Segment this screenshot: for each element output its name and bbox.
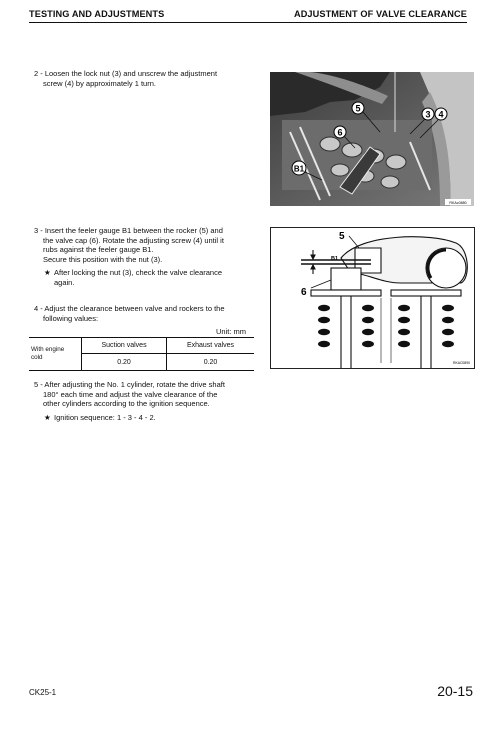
- footer-page-number: 20-15: [437, 683, 473, 699]
- valve-clearance-diagram-image: [271, 228, 474, 368]
- step-5-line-3: other cylinders according to the ignition sequence.: [43, 399, 210, 409]
- step-3-line-2: the valve cap (6). Rotate the adjusting screw (4) until it: [43, 235, 224, 245]
- step-4: [34, 304, 256, 323]
- step-4-line-1: 4 - Adjust the clearance between valve and rockers to the: [34, 304, 225, 313]
- header-rule: [29, 22, 467, 23]
- step-2-line-1: 2 - Loosen the lock nut (3) and unscrew the adjustment: [34, 69, 218, 78]
- footer-model: CK25-1: [29, 688, 57, 697]
- step-3-line-3: rubs against the feeler gauge B1.: [43, 245, 154, 255]
- step-3-line-1: 3 - Insert the feeler gauge B1 between the rocker (5) and: [34, 226, 223, 235]
- step-3-note-line-1: After locking the nut (3), check the valve clearance: [54, 268, 223, 278]
- photo-callout-3: 3: [425, 109, 431, 120]
- step-4-line-2: following values:: [43, 313, 99, 323]
- diagram-figure-code: RKAC0890: [453, 361, 470, 365]
- table-unit: Unit: mm: [216, 327, 246, 336]
- table-condition-line-1: With engine: [31, 345, 65, 353]
- step-3: [34, 226, 256, 288]
- star-note-icon: ★: [44, 412, 51, 422]
- photo-callout-5: 5: [355, 103, 361, 114]
- header-page-topic: ADJUSTMENT OF VALVE CLEARANCE: [293, 9, 467, 19]
- step-5: [34, 380, 256, 422]
- step-5-note: [34, 413, 256, 423]
- table-val-exhaust: 0.20: [167, 354, 254, 371]
- diagram-label-6: 6: [301, 287, 307, 298]
- table-col-exhaust: Exhaust valves: [167, 338, 254, 354]
- step-3-line-4: Secure this position with the nut (3).: [43, 254, 163, 264]
- header-section-title: TESTING AND ADJUSTMENTS: [29, 9, 165, 19]
- photo-callout-6: 6: [337, 127, 343, 138]
- table-condition-cell: [29, 338, 82, 371]
- engine-valve-photo-image: [270, 72, 474, 206]
- step-2: [34, 69, 256, 88]
- step-5-note-line: Ignition sequence: 1 - 3 - 4 - 2.: [54, 412, 156, 422]
- diagram-gauge-label: B1: [331, 256, 339, 262]
- step-2-line-2: screw (4) by approximately 1 turn.: [43, 78, 156, 88]
- table-header-row: [29, 338, 254, 354]
- photo-figure-code: RKAc0880: [449, 201, 467, 205]
- table-val-suction: 0.20: [82, 354, 167, 371]
- step-3-note-line-2: again.: [54, 277, 75, 287]
- star-note-icon: ★: [44, 268, 51, 278]
- step-5-line-1: 5 - After adjusting the No. 1 cylinder, rotate the drive shaft: [34, 380, 225, 389]
- engine-valve-photo: [270, 72, 474, 206]
- photo-callout-4: 4: [438, 109, 444, 120]
- diagram-label-5: 5: [339, 231, 345, 242]
- valve-clearance-diagram: [270, 227, 475, 369]
- table-condition-line-2: cold: [31, 354, 43, 361]
- step-3-note: [34, 268, 256, 287]
- step-5-line-2: 180° each time and adjust the valve clearance of the: [43, 389, 218, 399]
- table-col-suction: Suction valves: [82, 338, 167, 354]
- valve-clearance-table: [29, 337, 254, 371]
- photo-callout-b1: B1: [293, 164, 305, 174]
